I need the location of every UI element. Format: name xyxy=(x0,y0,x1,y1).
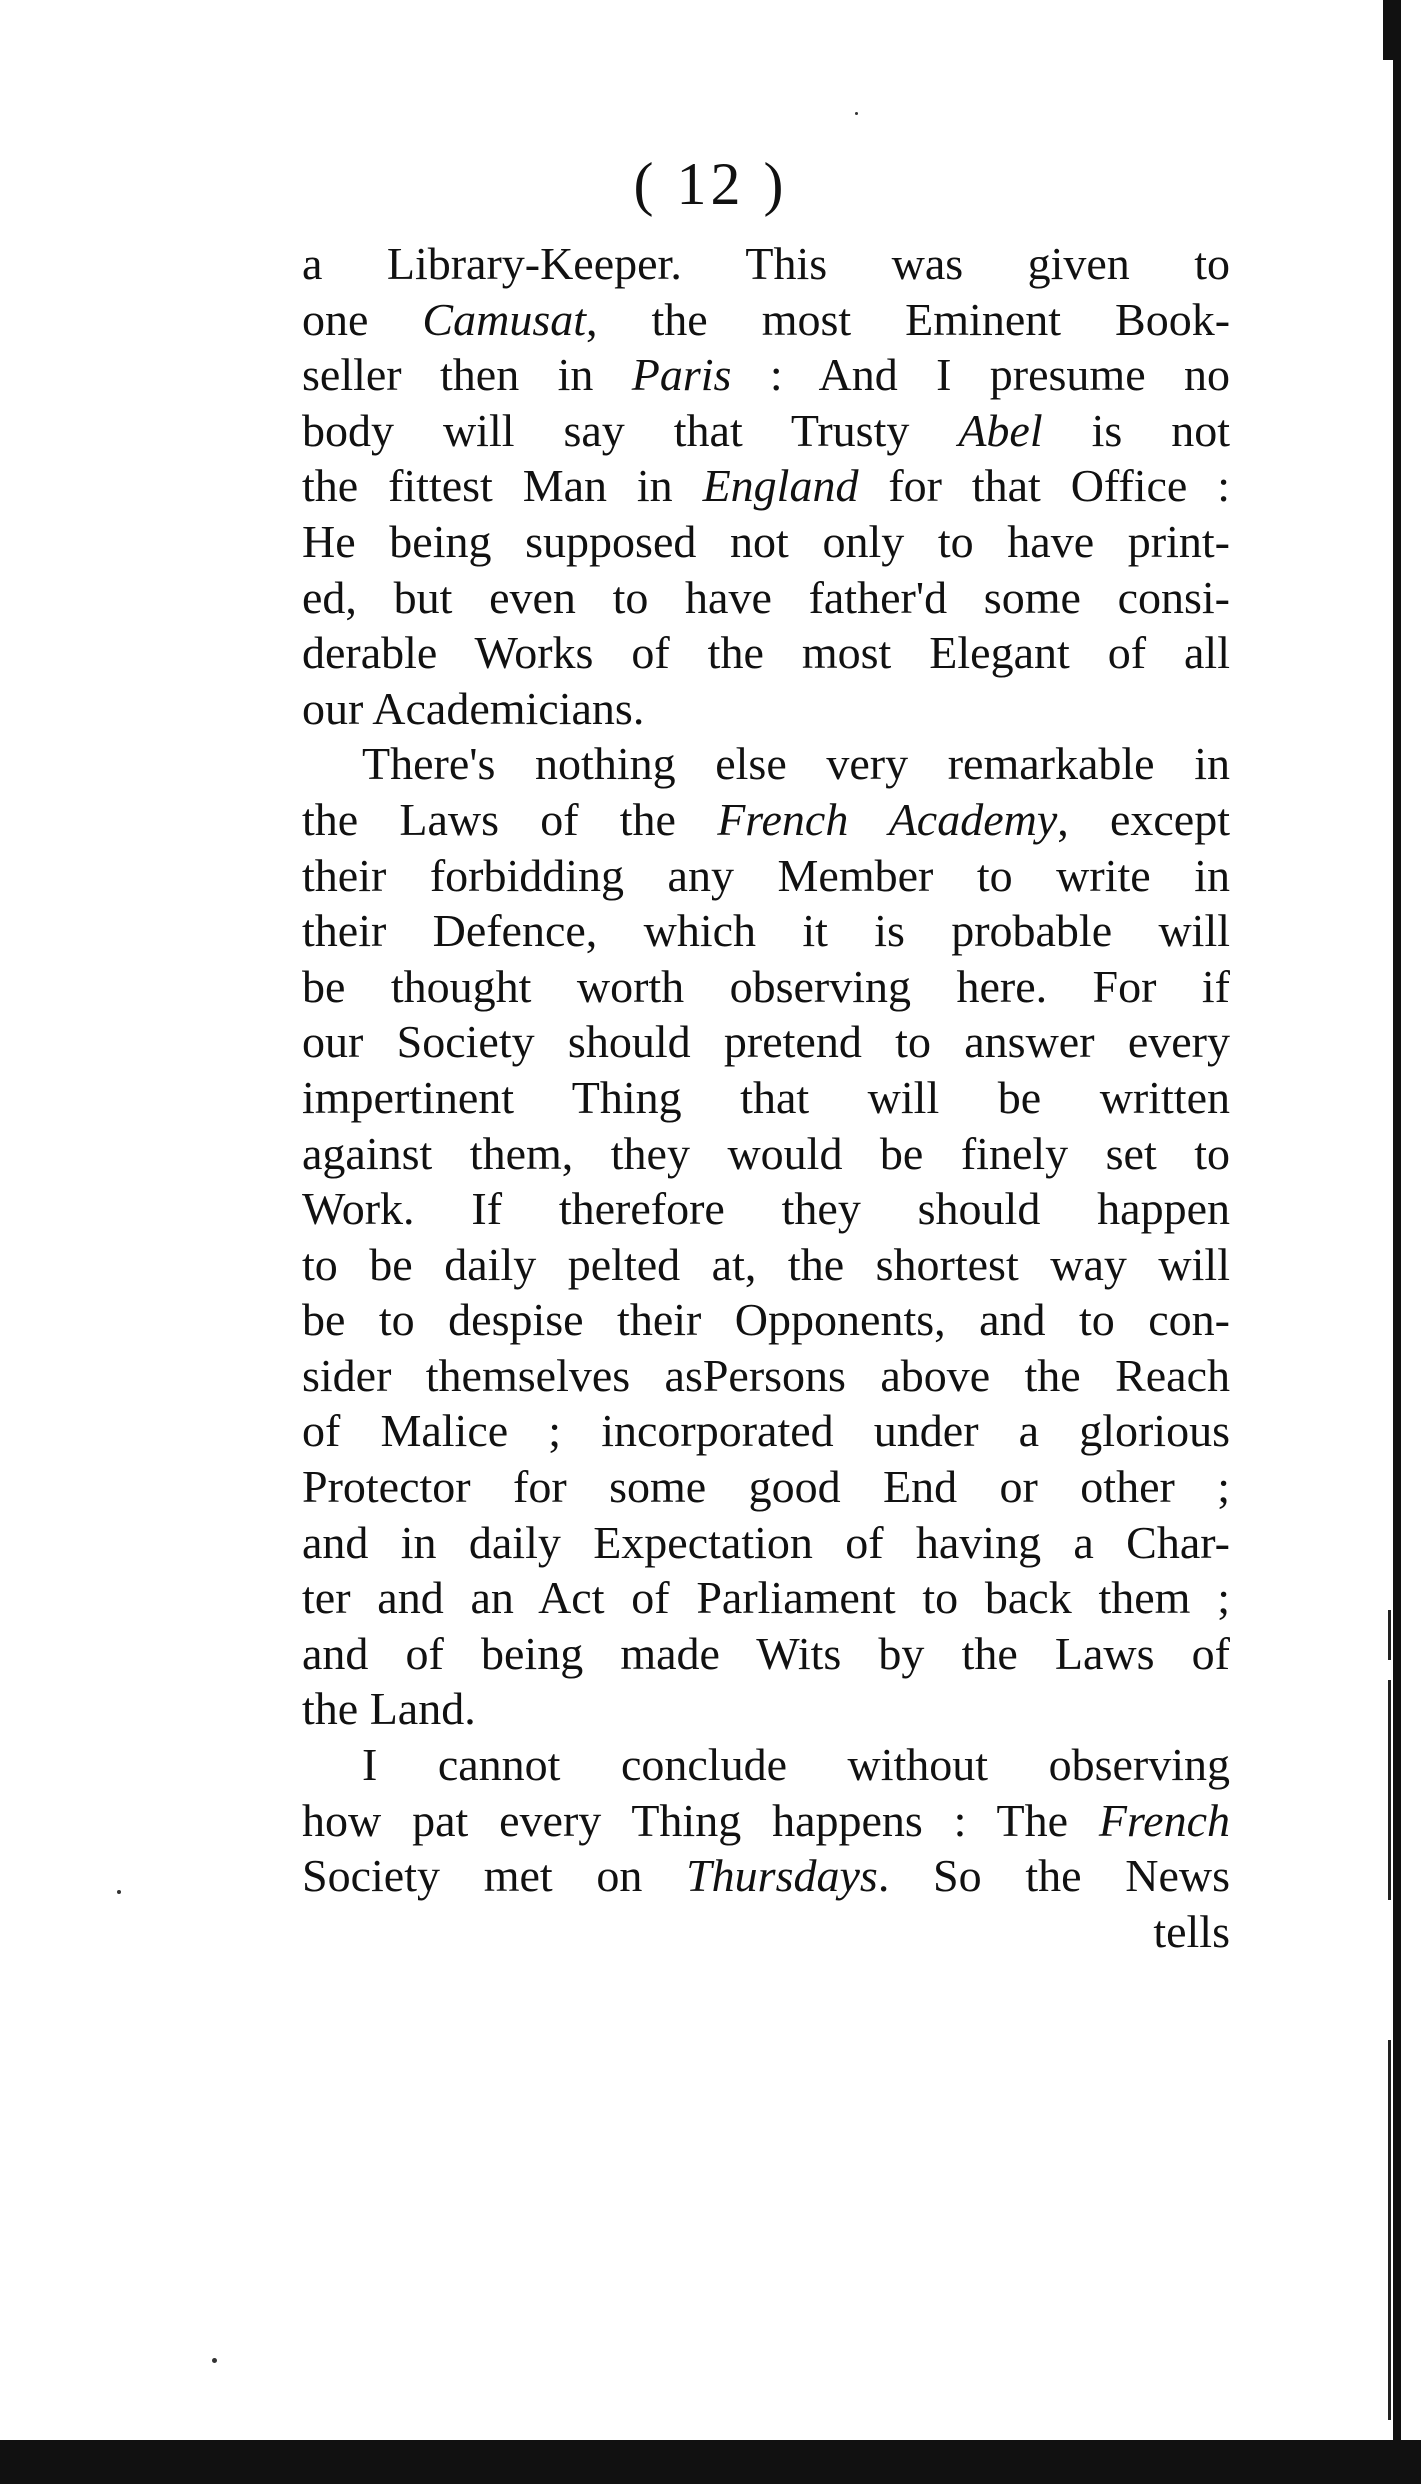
text-line xyxy=(302,903,1230,959)
text-run: sider themselves asPersons above the Reach xyxy=(302,1349,1230,1401)
text-line xyxy=(302,1292,1230,1348)
italic-text: French xyxy=(1098,1794,1230,1846)
text-run: how pat every Thing happens : The xyxy=(302,1794,1099,1846)
text-line xyxy=(302,1070,1230,1126)
text-run: their Defence, which it is probable will xyxy=(302,905,1230,957)
text-line xyxy=(302,1681,1230,1737)
text-run: our Society should pretend to answer every xyxy=(302,1016,1230,1068)
text-line xyxy=(302,1626,1230,1682)
speck xyxy=(117,1890,121,1894)
text-run: ter and an Act of Parliament to back them ; xyxy=(302,1572,1230,1624)
text-line xyxy=(302,1515,1230,1571)
margin-mark xyxy=(1388,1610,1391,1660)
text-line xyxy=(302,959,1230,1015)
text-line xyxy=(302,1737,1230,1793)
text-run: their forbidding any Member to write in xyxy=(302,849,1230,901)
catchword: tells xyxy=(1153,1905,1230,1957)
text-line xyxy=(302,1570,1230,1626)
page-number: ( 12 ) xyxy=(633,151,788,217)
text-run: He being supposed not only to have print- xyxy=(302,515,1230,567)
text-run: body will say that Trusty xyxy=(302,404,959,456)
text-run: one xyxy=(302,293,423,345)
text-line xyxy=(302,458,1230,514)
text-line xyxy=(302,625,1230,681)
text-run: . So the News xyxy=(877,1850,1230,1902)
italic-text: Abel xyxy=(958,404,1043,456)
page-body-text xyxy=(302,236,1230,1959)
italic-text: Thursdays xyxy=(686,1850,878,1902)
page-bottom-edge xyxy=(0,2440,1421,2484)
text-line xyxy=(302,1403,1230,1459)
text-run: of Malice ; incorporated under a glorious xyxy=(302,1405,1230,1457)
text-run: the Land. xyxy=(302,1683,476,1735)
text-run: our Academicians. xyxy=(302,682,645,734)
text-run: and of being made Wits by the Laws of xyxy=(302,1627,1230,1679)
text-run: impertinent Thing that will be written xyxy=(302,1071,1230,1123)
margin-mark xyxy=(1388,2040,1391,2420)
text-run: Society met on xyxy=(302,1850,687,1902)
text-run: and in daily Expectation of having a Char- xyxy=(302,1516,1230,1568)
text-line xyxy=(302,1237,1230,1293)
text-run: Work. If therefore they should happen xyxy=(302,1183,1230,1235)
text-line xyxy=(302,570,1230,626)
text-run: for that Office : xyxy=(858,460,1230,512)
text-line xyxy=(302,403,1230,459)
text-line xyxy=(302,1181,1230,1237)
text-line xyxy=(302,514,1230,570)
text-run: Protector for some good End or other ; xyxy=(302,1461,1230,1513)
text-line xyxy=(302,736,1230,792)
text-run: I cannot conclude without observing xyxy=(362,1739,1230,1791)
italic-text: French Academy xyxy=(717,793,1058,845)
text-run: the Laws of the xyxy=(302,793,718,845)
text-line xyxy=(302,1348,1230,1404)
page-edge-rule xyxy=(1393,0,1401,2440)
text-run: be thought worth observing here. For if xyxy=(302,960,1230,1012)
text-line xyxy=(302,848,1230,904)
italic-text: Camusat xyxy=(422,293,587,345)
text-line xyxy=(302,292,1230,348)
text-run: against them, they would be finely set to xyxy=(302,1127,1230,1179)
text-run: the fittest Man in xyxy=(302,460,703,512)
text-line xyxy=(302,792,1230,848)
text-line xyxy=(302,1904,1230,1960)
italic-text: England xyxy=(702,460,859,512)
text-line xyxy=(302,1793,1230,1849)
text-run: derable Works of the most Elegant of all xyxy=(302,627,1230,679)
margin-mark xyxy=(1388,1680,1391,1900)
text-run: a Library-Keeper. This was given to xyxy=(302,238,1230,289)
italic-text: Paris xyxy=(631,349,732,401)
text-line xyxy=(302,347,1230,403)
text-run: be to despise their Opponents, and to con- xyxy=(302,1294,1230,1346)
text-line xyxy=(302,1459,1230,1515)
text-line xyxy=(302,681,1230,737)
text-line xyxy=(302,1126,1230,1182)
text-run: to be daily pelted at, the shortest way will xyxy=(302,1238,1230,1290)
speck xyxy=(855,112,858,115)
text-line xyxy=(302,1014,1230,1070)
speck xyxy=(212,2358,217,2363)
text-run: ed, but even to have father'd some consi- xyxy=(302,571,1230,623)
text-line xyxy=(302,236,1230,292)
text-run: , except xyxy=(1057,793,1231,845)
text-line xyxy=(302,1848,1230,1904)
text-run: , the most Eminent Book- xyxy=(586,293,1231,345)
text-run: There's nothing else very remarkable in xyxy=(362,738,1230,790)
text-run: is not xyxy=(1042,404,1230,456)
text-run: seller then in xyxy=(302,349,632,401)
text-run: : And I presume no xyxy=(731,349,1231,401)
